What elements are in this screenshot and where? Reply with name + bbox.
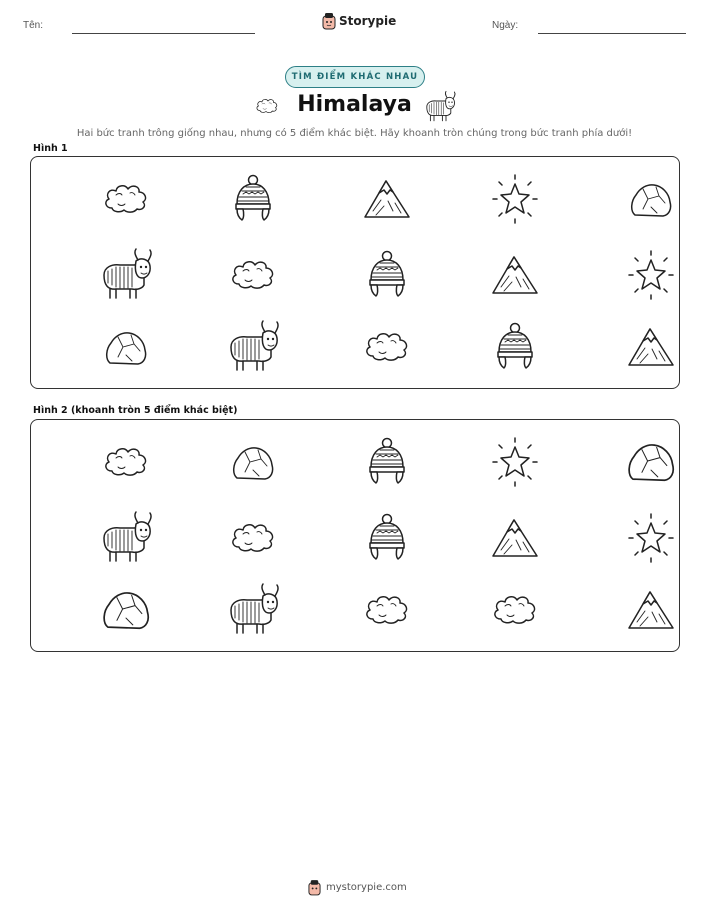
cloud-icon[interactable] xyxy=(223,510,283,566)
instructions: Hai bức tranh trông giống nhau, nhưng có 5 điểm khác biệt. Hãy khoanh tròn chúng trong bức tranh phía dưới! xyxy=(76,128,633,139)
mountain-icon[interactable] xyxy=(621,582,681,638)
yak-icon[interactable] xyxy=(223,319,283,375)
star-icon[interactable] xyxy=(485,434,545,490)
rock-icon-large[interactable] xyxy=(617,429,685,493)
mountain-icon[interactable] xyxy=(485,247,545,303)
star-icon[interactable] xyxy=(621,247,681,303)
picture-2-panel xyxy=(30,419,680,652)
mountain-icon[interactable] xyxy=(621,319,681,375)
hat-icon[interactable] xyxy=(485,319,545,375)
footer-site: mystorypie.com xyxy=(326,882,407,893)
rock-icon[interactable] xyxy=(621,171,681,227)
mountain-icon[interactable] xyxy=(357,171,417,227)
storypie-mascot-icon xyxy=(322,12,336,30)
name-field[interactable] xyxy=(72,33,255,34)
hat-icon[interactable] xyxy=(357,247,417,303)
date-label: Ngày: xyxy=(492,20,519,31)
hat-icon[interactable] xyxy=(357,510,417,566)
storypie-mascot-icon xyxy=(308,879,321,896)
cloud-icon[interactable] xyxy=(96,171,156,227)
yak-icon[interactable] xyxy=(96,510,156,566)
yak-icon xyxy=(422,90,458,124)
section1-label: Hình 1 xyxy=(33,143,68,154)
mountain-icon[interactable] xyxy=(485,510,545,566)
yak-icon[interactable] xyxy=(223,582,283,638)
name-label: Tên: xyxy=(23,20,44,31)
footer xyxy=(308,879,407,896)
cloud-icon[interactable] xyxy=(357,319,417,375)
hat-icon[interactable] xyxy=(223,171,283,227)
brand-name: Storypie xyxy=(339,14,397,28)
hat-icon[interactable] xyxy=(357,434,417,490)
yak-icon[interactable] xyxy=(96,247,156,303)
picture-1-panel xyxy=(30,156,680,389)
activity-badge: TÌM ĐIỂM KHÁC NHAU xyxy=(285,66,425,88)
cloud-icon[interactable] xyxy=(223,247,283,303)
page-title: Himalaya xyxy=(297,92,412,117)
storypie-logo xyxy=(322,12,396,30)
date-field[interactable] xyxy=(538,33,686,34)
rock-icon[interactable] xyxy=(223,434,283,490)
cloud-icon[interactable] xyxy=(485,582,545,638)
cloud-icon[interactable] xyxy=(96,434,156,490)
title-row xyxy=(0,90,709,124)
star-icon[interactable] xyxy=(621,510,681,566)
rock-icon[interactable] xyxy=(96,319,156,375)
section2-label: Hình 2 (khoanh tròn 5 điểm khác biệt) xyxy=(33,405,238,416)
star-icon[interactable] xyxy=(485,171,545,227)
rock-icon-large[interactable] xyxy=(92,577,160,641)
cloud-icon[interactable] xyxy=(357,582,417,638)
